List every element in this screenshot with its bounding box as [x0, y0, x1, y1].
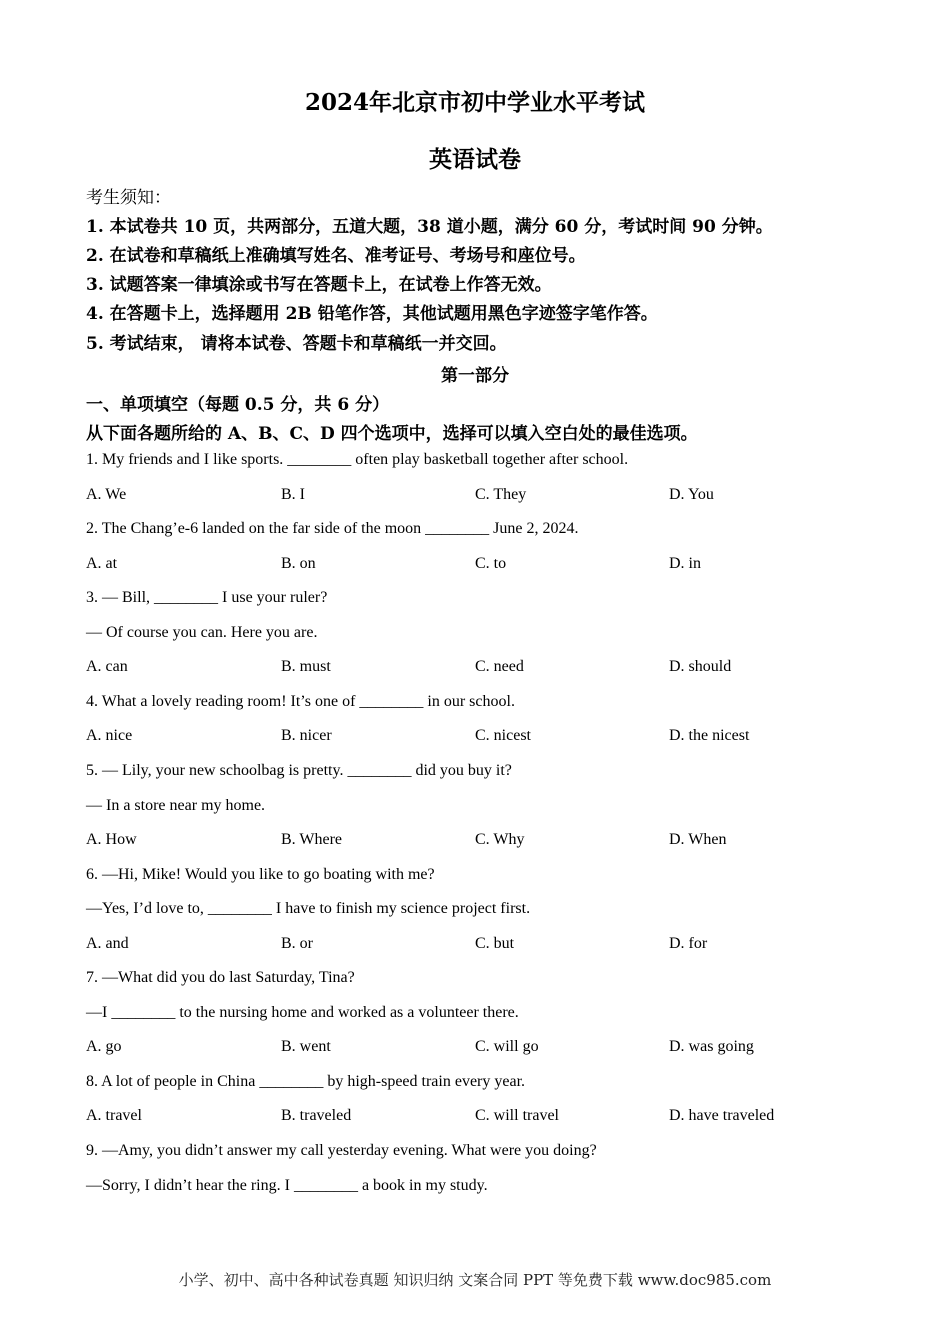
- option-d: D. have traveled: [669, 1107, 775, 1124]
- option-a: A. and: [86, 935, 129, 952]
- question-text: 8. A lot of people in China ________ by high-speed train every year.: [86, 1073, 526, 1090]
- option-c: C. will go: [475, 1038, 539, 1055]
- option-a: A. We: [86, 486, 127, 503]
- notice-item: 3. 试题答案一律填涂或书写在答题卡上，在试卷上作答无效。: [86, 275, 552, 295]
- option-a: A. can: [86, 658, 128, 675]
- question-reply: —Yes, I’d love to, ________ I have to finish my science project first.: [86, 900, 531, 917]
- option-a: A. at: [86, 555, 118, 572]
- option-d: D. the nicest: [669, 727, 750, 744]
- option-a: A. travel: [86, 1107, 142, 1124]
- page-footer: 小学、初中、高中各种试卷真题 知识归纳 文案合同 PPT 等免费下载 www.doc985.com: [178, 1271, 772, 1289]
- option-a: A. nice: [86, 727, 133, 744]
- option-d: D. When: [669, 831, 727, 848]
- question-text: 1. My friends and I like sports. ________ often play basketball together after school.: [86, 451, 629, 468]
- exam-subtitle: 英语试卷: [429, 146, 521, 173]
- option-b: B. traveled: [281, 1107, 352, 1124]
- option-c: C. will travel: [475, 1107, 559, 1124]
- option-c: C. Why: [475, 831, 525, 848]
- question-reply: — In a store near my home.: [86, 797, 266, 814]
- question-text: 3. — Bill, ________ I use your ruler?: [86, 589, 328, 606]
- option-c: C. They: [475, 486, 527, 503]
- section-instruction: 从下面各题所给的 A、B、C、D 四个选项中，选择可以填入空白处的最佳选项。: [86, 424, 698, 444]
- notice-item: 4. 在答题卡上，选择题用 2B 铅笔作答，其他试题用黑色字迹签字笔作答。: [86, 304, 658, 324]
- notice-item: 1. 本试卷共 10 页，共两部分，五道大题，38 道小题，满分 60 分，考试时间 90 分钟。: [86, 217, 773, 237]
- option-a: A. How: [86, 831, 137, 848]
- notice-heading: 考生须知：: [86, 188, 171, 208]
- option-d: D. for: [669, 935, 708, 952]
- section-title: 一、单项填空（每题 0.5 分，共 6 分）: [86, 395, 390, 415]
- question-text: 9. —Amy, you didn’t answer my call yesterday evening. What were you doing?: [86, 1142, 597, 1159]
- question-text: 6. —Hi, Mike! Would you like to go boating with me?: [86, 866, 435, 883]
- option-c: C. nicest: [475, 727, 531, 744]
- question-text: 5. — Lily, your new schoolbag is pretty. ________ did you buy it?: [86, 762, 512, 779]
- part-title: 第一部分: [441, 366, 509, 386]
- option-b: B. on: [281, 555, 316, 572]
- option-c: C. but: [475, 935, 515, 952]
- option-b: B. Where: [281, 831, 343, 848]
- option-c: C. need: [475, 658, 524, 675]
- option-c: C. to: [475, 555, 507, 572]
- question-text: 2. The Chang’e-6 landed on the far side of the moon ________ June 2, 2024.: [86, 520, 579, 537]
- option-d: D. should: [669, 658, 732, 675]
- option-a: A. go: [86, 1038, 122, 1055]
- notice-item: 2. 在试卷和草稿纸上准确填写姓名、准考证号、考场号和座位号。: [86, 246, 586, 266]
- notice-item: 5. 考试结束， 请将本试卷、答题卡和草稿纸一并交回。: [86, 334, 507, 354]
- option-d: D. You: [669, 486, 714, 503]
- option-b: B. or: [281, 935, 313, 952]
- question-reply: —Sorry, I didn’t hear the ring. I ________ a book in my study.: [86, 1177, 488, 1194]
- option-d: D. in: [669, 555, 701, 572]
- question-text: 4. What a lovely reading room! It’s one of ________ in our school.: [86, 693, 515, 710]
- option-b: B. went: [281, 1038, 331, 1055]
- option-b: B. nicer: [281, 727, 332, 744]
- option-b: B. must: [281, 658, 331, 675]
- question-text: 7. —What did you do last Saturday, Tina?: [86, 969, 355, 986]
- question-reply: —I ________ to the nursing home and worked as a volunteer there.: [86, 1004, 519, 1021]
- option-b: B. I: [281, 486, 305, 503]
- question-reply: — Of course you can. Here you are.: [86, 624, 318, 641]
- option-d: D. was going: [669, 1038, 754, 1055]
- exam-title: 2024年北京市初中学业水平考试: [304, 89, 645, 116]
